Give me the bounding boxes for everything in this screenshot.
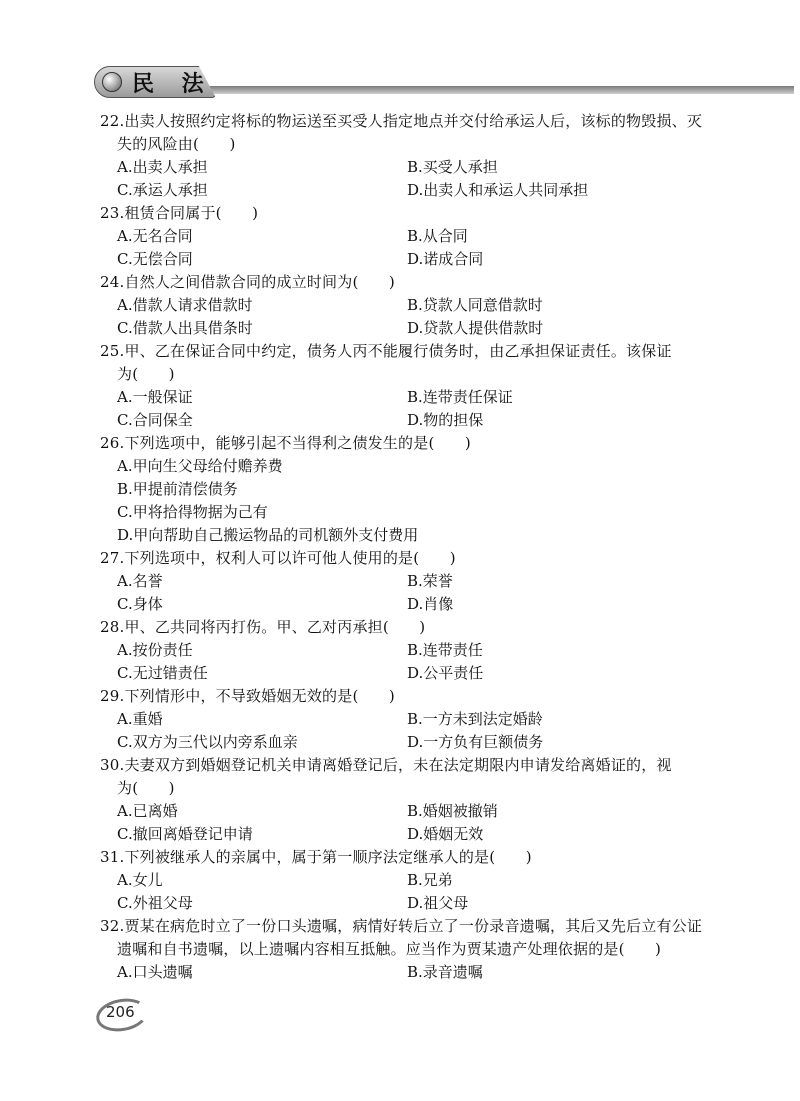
option-d: D.婚姻无效 [407,825,484,843]
option-a: A.无名合同 [117,227,193,245]
question-stem: 30.夫妻双方到婚姻登记机关申请离婚登记后，未在法定期限内申请发给离婚证的，视 为( ) [100,756,672,797]
option-d: D.物的担保 [407,411,484,429]
option-b: B.从合同 [407,227,468,245]
option-c: C.承运人承担 [117,181,208,199]
option-c: C.合同保全 [117,411,193,429]
option-b: B.贷款人同意借款时 [407,296,543,314]
option-b: B.买受人承担 [407,158,498,176]
question-stem: 31.下列被继承人的亲属中，属于第一顺序法定继承人的是( ) [100,848,532,866]
option-a: A.女儿 [117,871,163,889]
question-27 [100,547,710,616]
option-b: B.兄弟 [407,871,453,889]
question-32 [100,915,710,984]
question-stem: 26.下列选项中，能够引起不当得利之债发生的是( ) [100,434,471,452]
option-a: A.口头遗嘱 [117,963,193,981]
option-c: C.无过错责任 [117,664,208,682]
question-22 [100,110,710,202]
question-30 [100,754,710,846]
header-rule [182,86,794,94]
option-a: A.按份责任 [117,641,193,659]
question-23 [100,202,710,271]
option-c: C.身体 [117,595,163,613]
option-d: D.肖像 [407,595,454,613]
option-b: B.荣誉 [407,572,453,590]
option-d: D.贷款人提供借款时 [407,319,544,337]
question-list [100,110,710,984]
question-stem: 25.甲、乙在保证合同中约定，债务人丙不能履行债务时，由乙承担保证责任。该保证 为( ) [100,342,672,383]
question-stem: 24.自然人之间借款合同的成立时间为( ) [100,273,395,291]
option-c: C.外祖父母 [117,894,193,912]
option-a: A.出卖人承担 [117,158,208,176]
option-a: A.重婚 [117,710,163,728]
option-d: D.公平责任 [407,664,484,682]
option-b: B.婚姻被撤销 [407,802,498,820]
question-25 [100,340,710,432]
question-stem: 23.租赁合同属于( ) [100,204,259,222]
question-stem: 28.甲、乙共同将丙打伤。甲、乙对丙承担( ) [100,618,426,636]
question-stem: 22.出卖人按照约定将标的物运送至买受人指定地点并交付给承运人后，该标的物毁损、灭 失的风险由( ) [100,112,703,153]
option-a: A.一般保证 [117,388,193,406]
option-c: C.撤回离婚登记申请 [117,825,253,843]
option-a: A.借款人请求借款时 [117,296,253,314]
question-31 [100,846,710,915]
question-29 [100,685,710,754]
option-c: C.无偿合同 [117,250,193,268]
question-stem: 27.下列选项中，权利人可以许可他人使用的是( ) [100,549,456,567]
question-28 [100,616,710,685]
option-b: B.录音遗嘱 [407,963,483,981]
option-d: D.祖父母 [407,894,469,912]
section-header [94,62,794,102]
option-b: B.连带责任 [407,641,483,659]
question-24 [100,271,710,340]
page-number-text: 206 [106,1003,135,1021]
option-c: C.借款人出具借条时 [117,319,253,337]
question-stem: 32.贾某在病危时立了一份口头遗嘱，病情好转后立了一份录音遗嘱，其后又先后立有公证 遗嘱和自书遗嘱，以上遗嘱内容相互抵触。应当作为贾某遗产处理依据的是( ) [100,917,703,958]
option-c: C.甲将拾得物据为己有 [117,503,268,521]
bullet-icon [102,72,122,92]
option-d: D.甲向帮助自己搬运物品的司机额外支付费用 [117,526,419,544]
question-26 [100,432,710,547]
option-b: B.一方未到法定婚龄 [407,710,543,728]
option-a: A.已离婚 [117,802,178,820]
option-b: B.甲提前清偿债务 [117,480,238,498]
page-number [96,997,146,1027]
option-d: D.出卖人和承运人共同承担 [407,181,589,199]
option-d: D.诺成合同 [407,250,484,268]
option-d: D.一方负有巨额债务 [407,733,544,751]
option-a: A.名誉 [117,572,163,590]
option-a: A.甲向生父母给付赡养费 [117,457,283,475]
question-stem: 29.下列情形中，不导致婚姻无效的是( ) [100,687,395,705]
section-title: 民 法 [132,72,214,97]
option-b: B.连带责任保证 [407,388,513,406]
option-c: C.双方为三代以内旁系血亲 [117,733,298,751]
